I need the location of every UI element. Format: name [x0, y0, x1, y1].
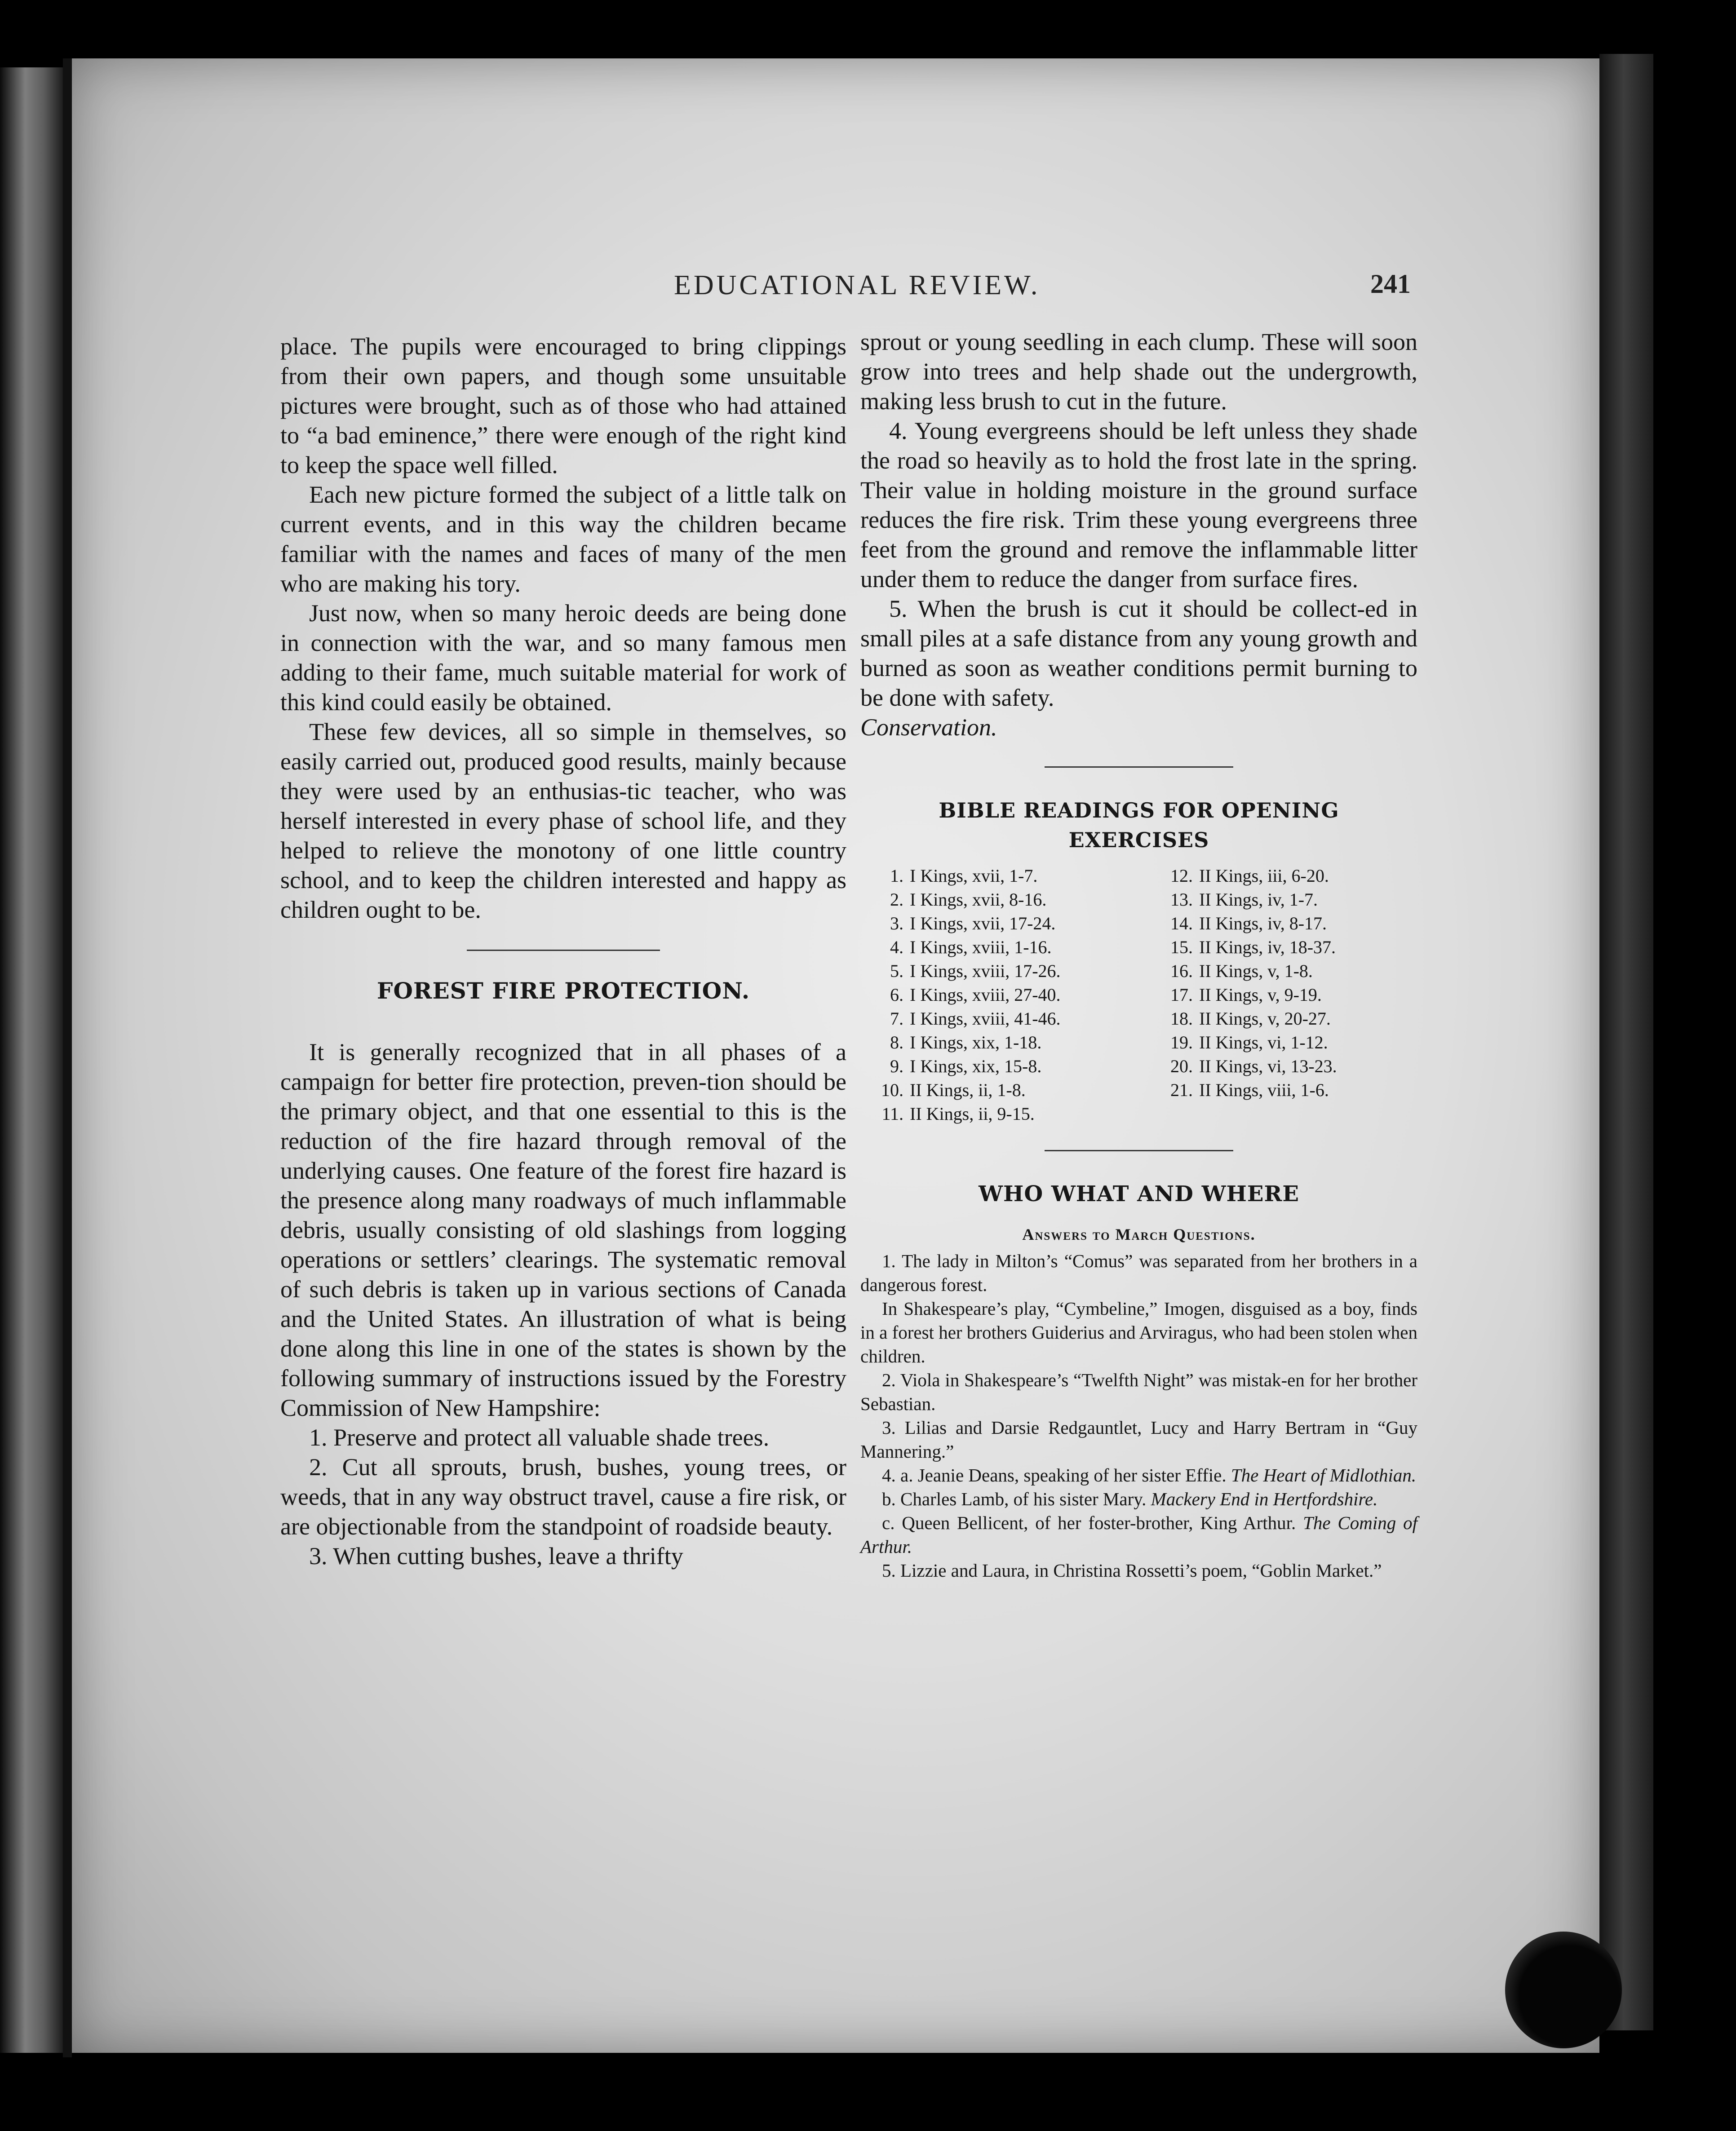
continued-paragraph: sprout or young seedling in each clump. These will soon grow into trees and help shade out the undergrowth, making less brush to cut in the future. — [860, 328, 1417, 415]
bible-reference: II Kings, v, 9-19. — [1199, 985, 1322, 1005]
who-what-where-heading: WHO WHAT AND WHERE — [979, 1181, 1299, 1207]
bible-list-left — [860, 864, 1139, 1126]
answer-text: 4. a. Jeanie Deans, speaking of her sister Effie. — [882, 1465, 1227, 1486]
article-paragraph: Just now, when so many heroic deeds are being done in connection with the war, and so many famous men adding to their fame, much suitable material for work of this kind could easily be obtained. — [280, 600, 846, 716]
forest-instruction: 1. Preserve and protect all valuable shade trees. — [309, 1424, 770, 1451]
bible-number: 18. — [1170, 1008, 1193, 1029]
article-paragraph: place. The pupils were encouraged to bring clippings from their own papers, and though some unsuitable pictures were brought, such as of those who had attained to “a bad eminence,” there were enough of the right kind to keep the space well filled. — [280, 333, 846, 478]
bible-number: 17. — [1170, 985, 1193, 1005]
bible-reading — [860, 1078, 1139, 1102]
bible-reference: I Kings, xviii, 1-16. — [910, 937, 1052, 957]
bible-reading — [1139, 983, 1417, 1007]
bible-number: 2. — [890, 889, 903, 910]
forest-fire-heading: FOREST FIRE PROTECTION. — [376, 977, 750, 1004]
answer-item — [860, 1463, 1417, 1487]
bible-readings-list — [860, 864, 1417, 1126]
bible-reading — [1139, 888, 1417, 911]
page-stack-edge — [1599, 54, 1653, 2030]
answer-text: b. Charles Lamb, of his sister Mary. — [882, 1489, 1147, 1509]
section-divider — [467, 950, 660, 951]
bible-reference: II Kings, ii, 1-8. — [910, 1080, 1026, 1100]
bible-number: 7. — [890, 1008, 903, 1029]
answer-source: The Coming of Arthur. — [860, 1512, 1417, 1557]
bible-reference: II Kings, viii, 1-6. — [1199, 1080, 1329, 1100]
article-paragraph: These few devices, all so simple in themselves, so easily carried out, produced good results, mainly because they were used by an enthusias-tic teacher, who was herself interested in every phase of school life, and they helped to relieve the monotony of one little country school, and to keep the children interested and happy as children ought to be. — [280, 718, 846, 923]
answer-item: In Shakespeare’s play, “Cymbeline,” Imogen, disguised as a boy, finds in a forest her brothers Guiderius and Arviragus, who had been stolen when children. — [860, 1298, 1417, 1366]
answer-item — [860, 1511, 1417, 1559]
bible-reading — [1139, 911, 1417, 935]
bible-number: 5. — [890, 961, 903, 981]
bible-number: 13. — [1170, 889, 1193, 910]
bible-reference: I Kings, xvii, 1-7. — [910, 866, 1038, 886]
bible-number: 11. — [881, 1104, 903, 1124]
bible-reference: II Kings, vi, 1-12. — [1199, 1032, 1328, 1052]
bible-readings-heading — [860, 796, 1417, 855]
bible-reading — [1139, 864, 1417, 888]
bible-number: 14. — [1170, 913, 1193, 933]
bible-reference: I Kings, xvii, 8-16. — [910, 889, 1047, 910]
bible-reading — [860, 1007, 1139, 1030]
forest-paragraph: It is generally recognized that in all phases of a campaign for better fire protection, preven-tion should be the primary object, and that one essential to this is the reduction of the fire hazard through removal of the underlying causes. One feature of the forest fire hazard is the presence along many roadways of much inflammable debris, usually consisting of old slashings from logging operations or settlers’ clearings. The systematic removal of such debris is taken up in various sections of Canada and the United States. An illustration of what is being done along this line in one of the states is shown by the following summary of instructions issued by the Forestry Commission of New Hampshire: — [280, 1039, 846, 1421]
bible-reference: II Kings, iv, 18-37. — [1199, 937, 1336, 957]
answer-source: The Heart of Midlothian. — [1231, 1465, 1417, 1486]
bible-reference: I Kings, xvii, 17-24. — [910, 913, 1056, 933]
bible-reference: II Kings, vi, 13-23. — [1199, 1056, 1337, 1076]
bible-reading — [1139, 959, 1417, 983]
bible-heading-line2: EXERCISES — [1068, 828, 1209, 852]
bible-reference: II Kings, iii, 6-20. — [1199, 866, 1329, 886]
bible-reference: I Kings, xix, 15-8. — [910, 1056, 1042, 1076]
bible-heading-line1: BIBLE READINGS FOR OPENING — [939, 798, 1339, 822]
bible-reading — [860, 911, 1139, 935]
bible-reading — [860, 959, 1139, 983]
bible-reading — [860, 888, 1139, 911]
facing-page-edge — [0, 67, 63, 2053]
bible-reference: II Kings, iv, 1-7. — [1199, 889, 1318, 910]
bible-reading — [860, 1054, 1139, 1078]
bible-reading — [1139, 935, 1417, 959]
bible-number: 12. — [1170, 866, 1193, 886]
article-paragraph: Each new picture formed the subject of a little talk on current events, and in this way the children became familiar with the names and faces of many of the men who are making his tory. — [280, 481, 846, 597]
section-divider — [1045, 1150, 1233, 1151]
answer-item — [860, 1487, 1417, 1511]
forest-instruction: 2. Cut all sprouts, brush, bushes, young trees, or weeds, that in any way obstruct travel, cause a fire risk, or are objectionable from the standpoint of roadside beauty. — [280, 1454, 846, 1540]
answers-subheading: Answers to March Questions. — [1022, 1225, 1256, 1243]
source-credit: Conservation. — [860, 714, 997, 741]
bible-reference: I Kings, xviii, 27-40. — [910, 985, 1061, 1005]
bible-number: 16. — [1170, 961, 1193, 981]
answer-item: 3. Lilias and Darsie Redgauntlet, Lucy and Harry Bertram in “Guy Mannering.” — [860, 1417, 1417, 1462]
forest-instruction: 5. When the brush is cut it should be collect-ed in small piles at a safe distance from any young growth and burned as soon as weather conditions permit burning to be done with safety. — [860, 595, 1417, 711]
bible-reading — [1139, 1007, 1417, 1030]
right-column — [860, 327, 1417, 1583]
answer-source: Mackery End in Hertfordshire. — [1151, 1489, 1378, 1509]
running-title: EDUCATIONAL REVIEW. — [674, 270, 1041, 301]
bible-reading — [860, 935, 1139, 959]
bible-reading — [1139, 1030, 1417, 1054]
section-divider — [1045, 766, 1233, 768]
bible-reference: II Kings, v, 1-8. — [1199, 961, 1313, 981]
bible-number: 20. — [1170, 1056, 1193, 1076]
bible-number: 15. — [1170, 937, 1193, 957]
bible-number: 19. — [1170, 1032, 1193, 1052]
bible-reference: II Kings, v, 20-27. — [1199, 1008, 1331, 1029]
bible-reading — [1139, 1054, 1417, 1078]
bible-reading — [860, 1102, 1139, 1126]
left-column — [280, 332, 846, 1571]
forest-instruction: 3. When cutting bushes, leave a thrifty — [309, 1543, 683, 1570]
answer-item: 1. The lady in Milton’s “Comus” was separated from her brothers in a dangerous forest. — [860, 1251, 1417, 1295]
bible-reference: II Kings, iv, 8-17. — [1199, 913, 1327, 933]
bible-reading — [860, 1030, 1139, 1054]
bible-number: 1. — [890, 866, 903, 886]
bible-number: 3. — [890, 913, 903, 933]
bible-number: 4. — [890, 937, 903, 957]
thumb-shadow — [1505, 1932, 1622, 2048]
bible-number: 9. — [890, 1056, 903, 1076]
bible-reading — [860, 864, 1139, 888]
bible-reference: I Kings, xix, 1-18. — [910, 1032, 1042, 1052]
answer-text: c. Queen Bellicent, of her foster-brother, King Arthur. — [882, 1512, 1296, 1533]
answers-list — [860, 1249, 1417, 1583]
bible-reference: II Kings, ii, 9-15. — [910, 1104, 1035, 1124]
bible-number: 21. — [1170, 1080, 1193, 1100]
bible-number: 8. — [890, 1032, 903, 1052]
answer-item: 5. Lizzie and Laura, in Christina Rossetti’s poem, “Goblin Market.” — [882, 1560, 1382, 1581]
answer-item: 2. Viola in Shakespeare’s “Twelfth Night” was mistak-en for her brother Sebastian. — [860, 1370, 1417, 1414]
bible-list-right — [1139, 864, 1417, 1126]
bible-number: 6. — [890, 985, 903, 1005]
forest-instruction: 4. Young evergreens should be left unless they shade the road so heavily as to hold the frost late in the spring. Their value in holding moisture in the ground surface reduces the fire risk. Trim these young evergreens three feet from the ground and remove the inflammable litter under them to reduce the danger from surface fires. — [860, 417, 1417, 592]
page-number: 241 — [1370, 269, 1411, 299]
bible-reading — [1139, 1078, 1417, 1102]
bible-reference: I Kings, xviii, 41-46. — [910, 1008, 1061, 1029]
bible-number: 10. — [881, 1080, 903, 1100]
bible-reading — [860, 983, 1139, 1007]
bible-reference: I Kings, xviii, 17-26. — [910, 961, 1061, 981]
binding-gutter — [63, 58, 72, 2057]
